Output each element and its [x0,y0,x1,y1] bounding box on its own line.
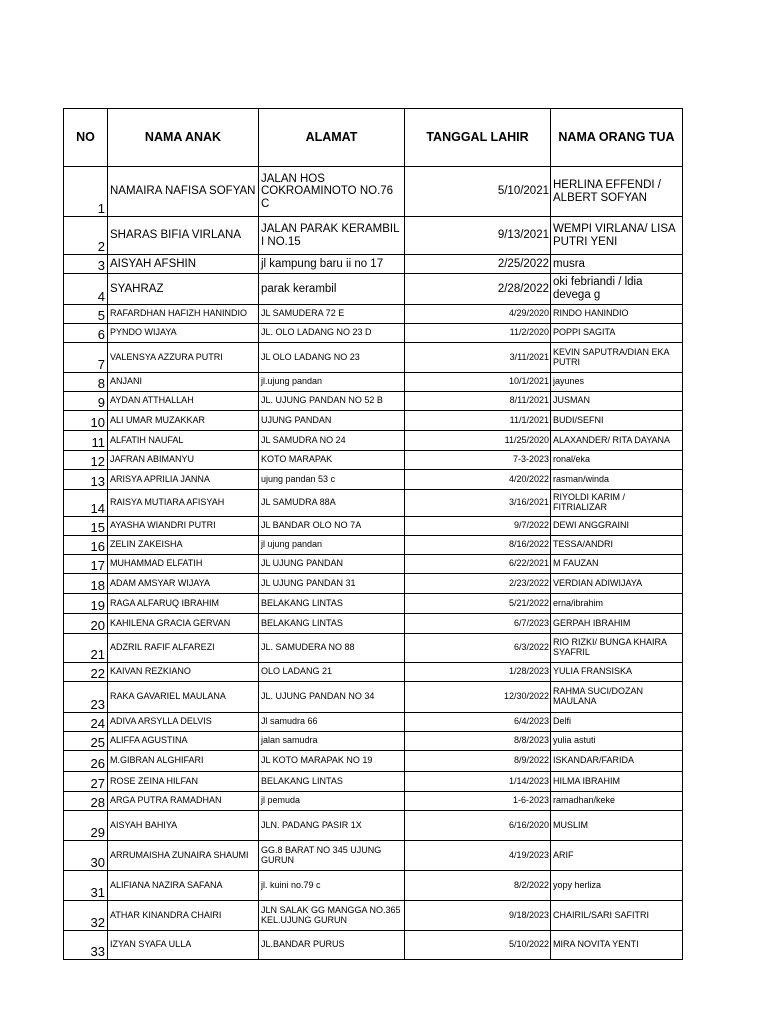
table-row [64,594,683,614]
child-name: ALIFIANA NAZIRA SAFANA [108,871,259,901]
address: jl ujung pandan [259,536,405,555]
parent-name: oki febriandi / ldia devega g [551,274,683,305]
row-number: 31 [64,871,108,901]
address: JL. SAMUDERA NO 88 [259,634,405,663]
parent-name: M FAUZAN [551,555,683,574]
row-number: 22 [64,663,108,682]
address: JL SAMUDRA NO 24 [259,431,405,451]
address: BELAKANG LINTAS [259,594,405,614]
child-name: AISYAH AFSHIN [108,255,259,274]
address: JL. UJUNG PANDAN NO 52 B [259,392,405,411]
child-name: SYAHRAZ [108,274,259,305]
child-name: MUHAMMAD ELFATIH [108,555,259,574]
header-alamat: ALAMAT [259,109,405,167]
birth-date: 8/16/2022 [405,536,551,555]
child-name: AYDAN ATTHALLAH [108,392,259,411]
row-number: 5 [64,305,108,324]
birth-date: 2/28/2022 [405,274,551,305]
table-row [64,470,683,490]
parent-name: ISKANDAR/FARIDA [551,751,683,772]
table-row [64,614,683,634]
row-number: 10 [64,411,108,431]
row-number: 15 [64,517,108,536]
address: jl.ujung pandan [259,373,405,392]
parent-name: WEMPI VIRLANA/ LISA PUTRI YENI [551,217,683,255]
parent-name: GERPAH IBRAHIM [551,614,683,634]
row-number: 2 [64,217,108,255]
child-name: ALFATIH NAUFAL [108,431,259,451]
child-name: SHARAS BIFIA VIRLANA [108,217,259,255]
table-row [64,811,683,841]
parent-name: YULIA FRANSISKA [551,663,683,682]
row-number: 8 [64,373,108,392]
table-row [64,901,683,931]
header-no: NO [64,109,108,167]
table-row [64,751,683,772]
parent-name: erna/ibrahim [551,594,683,614]
birth-date: 11/25/2020 [405,431,551,451]
row-number: 32 [64,901,108,931]
parent-name: BUDI/SEFNI [551,411,683,431]
child-name: ZELIN ZAKEISHA [108,536,259,555]
address: JLN SALAK GG MANGGA NO.365 KEL.UJUNG GURUN [259,901,405,931]
table-row [64,373,683,392]
address: JL OLO LADANG NO 23 [259,343,405,373]
parent-name: ALAXANDER/ RITA DAYANA [551,431,683,451]
row-number: 11 [64,431,108,451]
parent-name: HILMA IBRAHIM [551,772,683,792]
birth-date: 6/16/2020 [405,811,551,841]
address: JALAN HOS COKROAMINOTO NO.76 C [259,167,405,217]
table-row [64,411,683,431]
birth-date: 5/10/2022 [405,931,551,960]
parent-name: DEWI ANGGRAINI [551,517,683,536]
birth-date: 11/2/2020 [405,324,551,343]
table-row [64,713,683,732]
row-number: 13 [64,470,108,490]
table-row [64,792,683,811]
birth-date: 3/11/2021 [405,343,551,373]
row-number: 6 [64,324,108,343]
row-number: 4 [64,274,108,305]
row-number: 12 [64,451,108,470]
address: parak kerambil [259,274,405,305]
address: jl. kuini no.79 c [259,871,405,901]
row-number: 25 [64,732,108,751]
row-number: 23 [64,682,108,713]
parent-name: MIRA NOVITA YENTI [551,931,683,960]
row-number: 18 [64,574,108,594]
table-row [64,217,683,255]
student-table [63,108,683,960]
birth-date: 8/2/2022 [405,871,551,901]
address: JL UJUNG PANDAN 31 [259,574,405,594]
table-row [64,841,683,871]
address: JL. UJUNG PANDAN NO 34 [259,682,405,713]
table-row [64,343,683,373]
parent-name: rasman/winda [551,470,683,490]
parent-name: HERLINA EFFENDI / ALBERT SOFYAN [551,167,683,217]
parent-name: jayunes [551,373,683,392]
birth-date: 4/19/2023 [405,841,551,871]
row-number: 7 [64,343,108,373]
child-name: ALI UMAR MUZAKKAR [108,411,259,431]
birth-date: 9/13/2021 [405,217,551,255]
child-name: RAGA ALFARUQ IBRAHIM [108,594,259,614]
header-nama-orang-tua: NAMA ORANG TUA [551,109,683,167]
row-number: 1 [64,167,108,217]
header-nama-anak: NAMA ANAK [108,109,259,167]
parent-name: yulia astuti [551,732,683,751]
parent-name: RINDO HANINDIO [551,305,683,324]
parent-name: ronal/eka [551,451,683,470]
birth-date: 4/29/2020 [405,305,551,324]
table-row [64,536,683,555]
table-row [64,255,683,274]
header-tanggal-lahir: TANGGAL LAHIR [405,109,551,167]
child-name: ADAM AMSYAR WIJAYA [108,574,259,594]
child-name: ATHAR KINANDRA CHAIRI [108,901,259,931]
child-name: ANJANI [108,373,259,392]
table-row [64,167,683,217]
child-name: ARISYA APRILIA JANNA [108,470,259,490]
parent-name: JUSMAN [551,392,683,411]
table-body [64,167,683,960]
birth-date: 12/30/2022 [405,682,551,713]
header-row [64,109,683,167]
birth-date: 5/10/2021 [405,167,551,217]
child-name: KAIVAN REZKIANO [108,663,259,682]
table-row [64,574,683,594]
parent-name: TESSA/ANDRI [551,536,683,555]
address: jl pemuda [259,792,405,811]
table-row [64,305,683,324]
address: UJUNG PANDAN [259,411,405,431]
address: JL UJUNG PANDAN [259,555,405,574]
birth-date: 1/28/2023 [405,663,551,682]
child-name: NAMAIRA NAFISA SOFYAN [108,167,259,217]
row-number: 29 [64,811,108,841]
table-row [64,517,683,536]
parent-name: musra [551,255,683,274]
table-row [64,431,683,451]
address: BELAKANG LINTAS [259,772,405,792]
address: JL. OLO LADANG NO 23 D [259,324,405,343]
birth-date: 2/25/2022 [405,255,551,274]
address: ujung pandan 53 c [259,470,405,490]
birth-date: 6/3/2022 [405,634,551,663]
row-number: 9 [64,392,108,411]
parent-name: POPPI SAGITA [551,324,683,343]
table-row [64,490,683,517]
row-number: 3 [64,255,108,274]
address: JL.BANDAR PURUS [259,931,405,960]
child-name: RAFARDHAN HAFIZH HANINDIO [108,305,259,324]
child-name: RAISYA MUTIARA AFISYAH [108,490,259,517]
row-number: 28 [64,792,108,811]
child-name: M.GIBRAN ALGHIFARI [108,751,259,772]
child-name: ARGA PUTRA RAMADHAN [108,792,259,811]
table-row [64,871,683,901]
table-row [64,274,683,305]
row-number: 17 [64,555,108,574]
row-number: 26 [64,751,108,772]
address: jalan samudra [259,732,405,751]
row-number: 30 [64,841,108,871]
parent-name: VERDIAN ADIWIJAYA [551,574,683,594]
address: JLN. PADANG PASIR 1X [259,811,405,841]
row-number: 14 [64,490,108,517]
table-row [64,555,683,574]
row-number: 21 [64,634,108,663]
child-name: ALIFFA AGUSTINA [108,732,259,751]
child-name: RAKA GAVARIEL MAULANA [108,682,259,713]
birth-date: 8/9/2022 [405,751,551,772]
birth-date: 1-6-2023 [405,792,551,811]
address: OLO LADANG 21 [259,663,405,682]
birth-date: 8/8/2023 [405,732,551,751]
child-name: AYASHA WIANDRI PUTRI [108,517,259,536]
address: JL KOTO MARAPAK NO 19 [259,751,405,772]
address: Jl samudra 66 [259,713,405,732]
address: JL SAMUDERA 72 E [259,305,405,324]
child-name: AISYAH BAHIYA [108,811,259,841]
child-name: ARRUMAISHA ZUNAIRA SHAUMI [108,841,259,871]
row-number: 20 [64,614,108,634]
birth-date: 5/21/2022 [405,594,551,614]
birth-date: 2/23/2022 [405,574,551,594]
birth-date: 10/1/2021 [405,373,551,392]
child-name: ADZRIL RAFIF ALFAREZI [108,634,259,663]
address: GG.8 BARAT NO 345 UJUNG GURUN [259,841,405,871]
table-row [64,324,683,343]
birth-date: 6/22/2021 [405,555,551,574]
child-name: JAFRAN ABIMANYU [108,451,259,470]
parent-name: KEVIN SAPUTRA/DIAN EKA PUTRI [551,343,683,373]
birth-date: 6/7/2023 [405,614,551,634]
birth-date: 1/14/2023 [405,772,551,792]
address: JALAN PARAK KERAMBIL I NO.15 [259,217,405,255]
birth-date: 11/1/2021 [405,411,551,431]
row-number: 27 [64,772,108,792]
table-row [64,772,683,792]
row-number: 33 [64,931,108,960]
birth-date: 3/16/2021 [405,490,551,517]
parent-name: RIYOLDI KARIM / FITRIALIZAR [551,490,683,517]
birth-date: 4/20/2022 [405,470,551,490]
child-name: IZYAN SYAFA ULLA [108,931,259,960]
birth-date: 7-3-2023 [405,451,551,470]
table-row [64,451,683,470]
table-row [64,392,683,411]
birth-date: 8/11/2021 [405,392,551,411]
parent-name: yopy herliza [551,871,683,901]
child-name: ADIVA ARSYLLA DELVIS [108,713,259,732]
address: JL BANDAR OLO NO 7A [259,517,405,536]
table-row [64,732,683,751]
row-number: 19 [64,594,108,614]
child-name: PYNDO WIJAYA [108,324,259,343]
address: jl kampung baru ii no 17 [259,255,405,274]
table-row [64,663,683,682]
birth-date: 9/18/2023 [405,901,551,931]
parent-name: RIO RIZKI/ BUNGA KHAIRA SYAFRIL [551,634,683,663]
child-name: VALENSYA AZZURA PUTRI [108,343,259,373]
birth-date: 9/7/2022 [405,517,551,536]
table-row [64,931,683,960]
address: JL SAMUDRA 88A [259,490,405,517]
parent-name: RAHMA SUCI/DOZAN MAULANA [551,682,683,713]
parent-name: ramadhan/keke [551,792,683,811]
row-number: 16 [64,536,108,555]
child-name: KAHILENA GRACIA GERVAN [108,614,259,634]
birth-date: 6/4/2023 [405,713,551,732]
parent-name: ARIF [551,841,683,871]
parent-name: MUSLIM [551,811,683,841]
address: BELAKANG LINTAS [259,614,405,634]
parent-name: CHAIRIL/SARI SAFITRI [551,901,683,931]
address: KOTO MARAPAK [259,451,405,470]
child-name: ROSE ZEINA HILFAN [108,772,259,792]
table-row [64,634,683,663]
parent-name: Delfi [551,713,683,732]
table-row [64,682,683,713]
row-number: 24 [64,713,108,732]
